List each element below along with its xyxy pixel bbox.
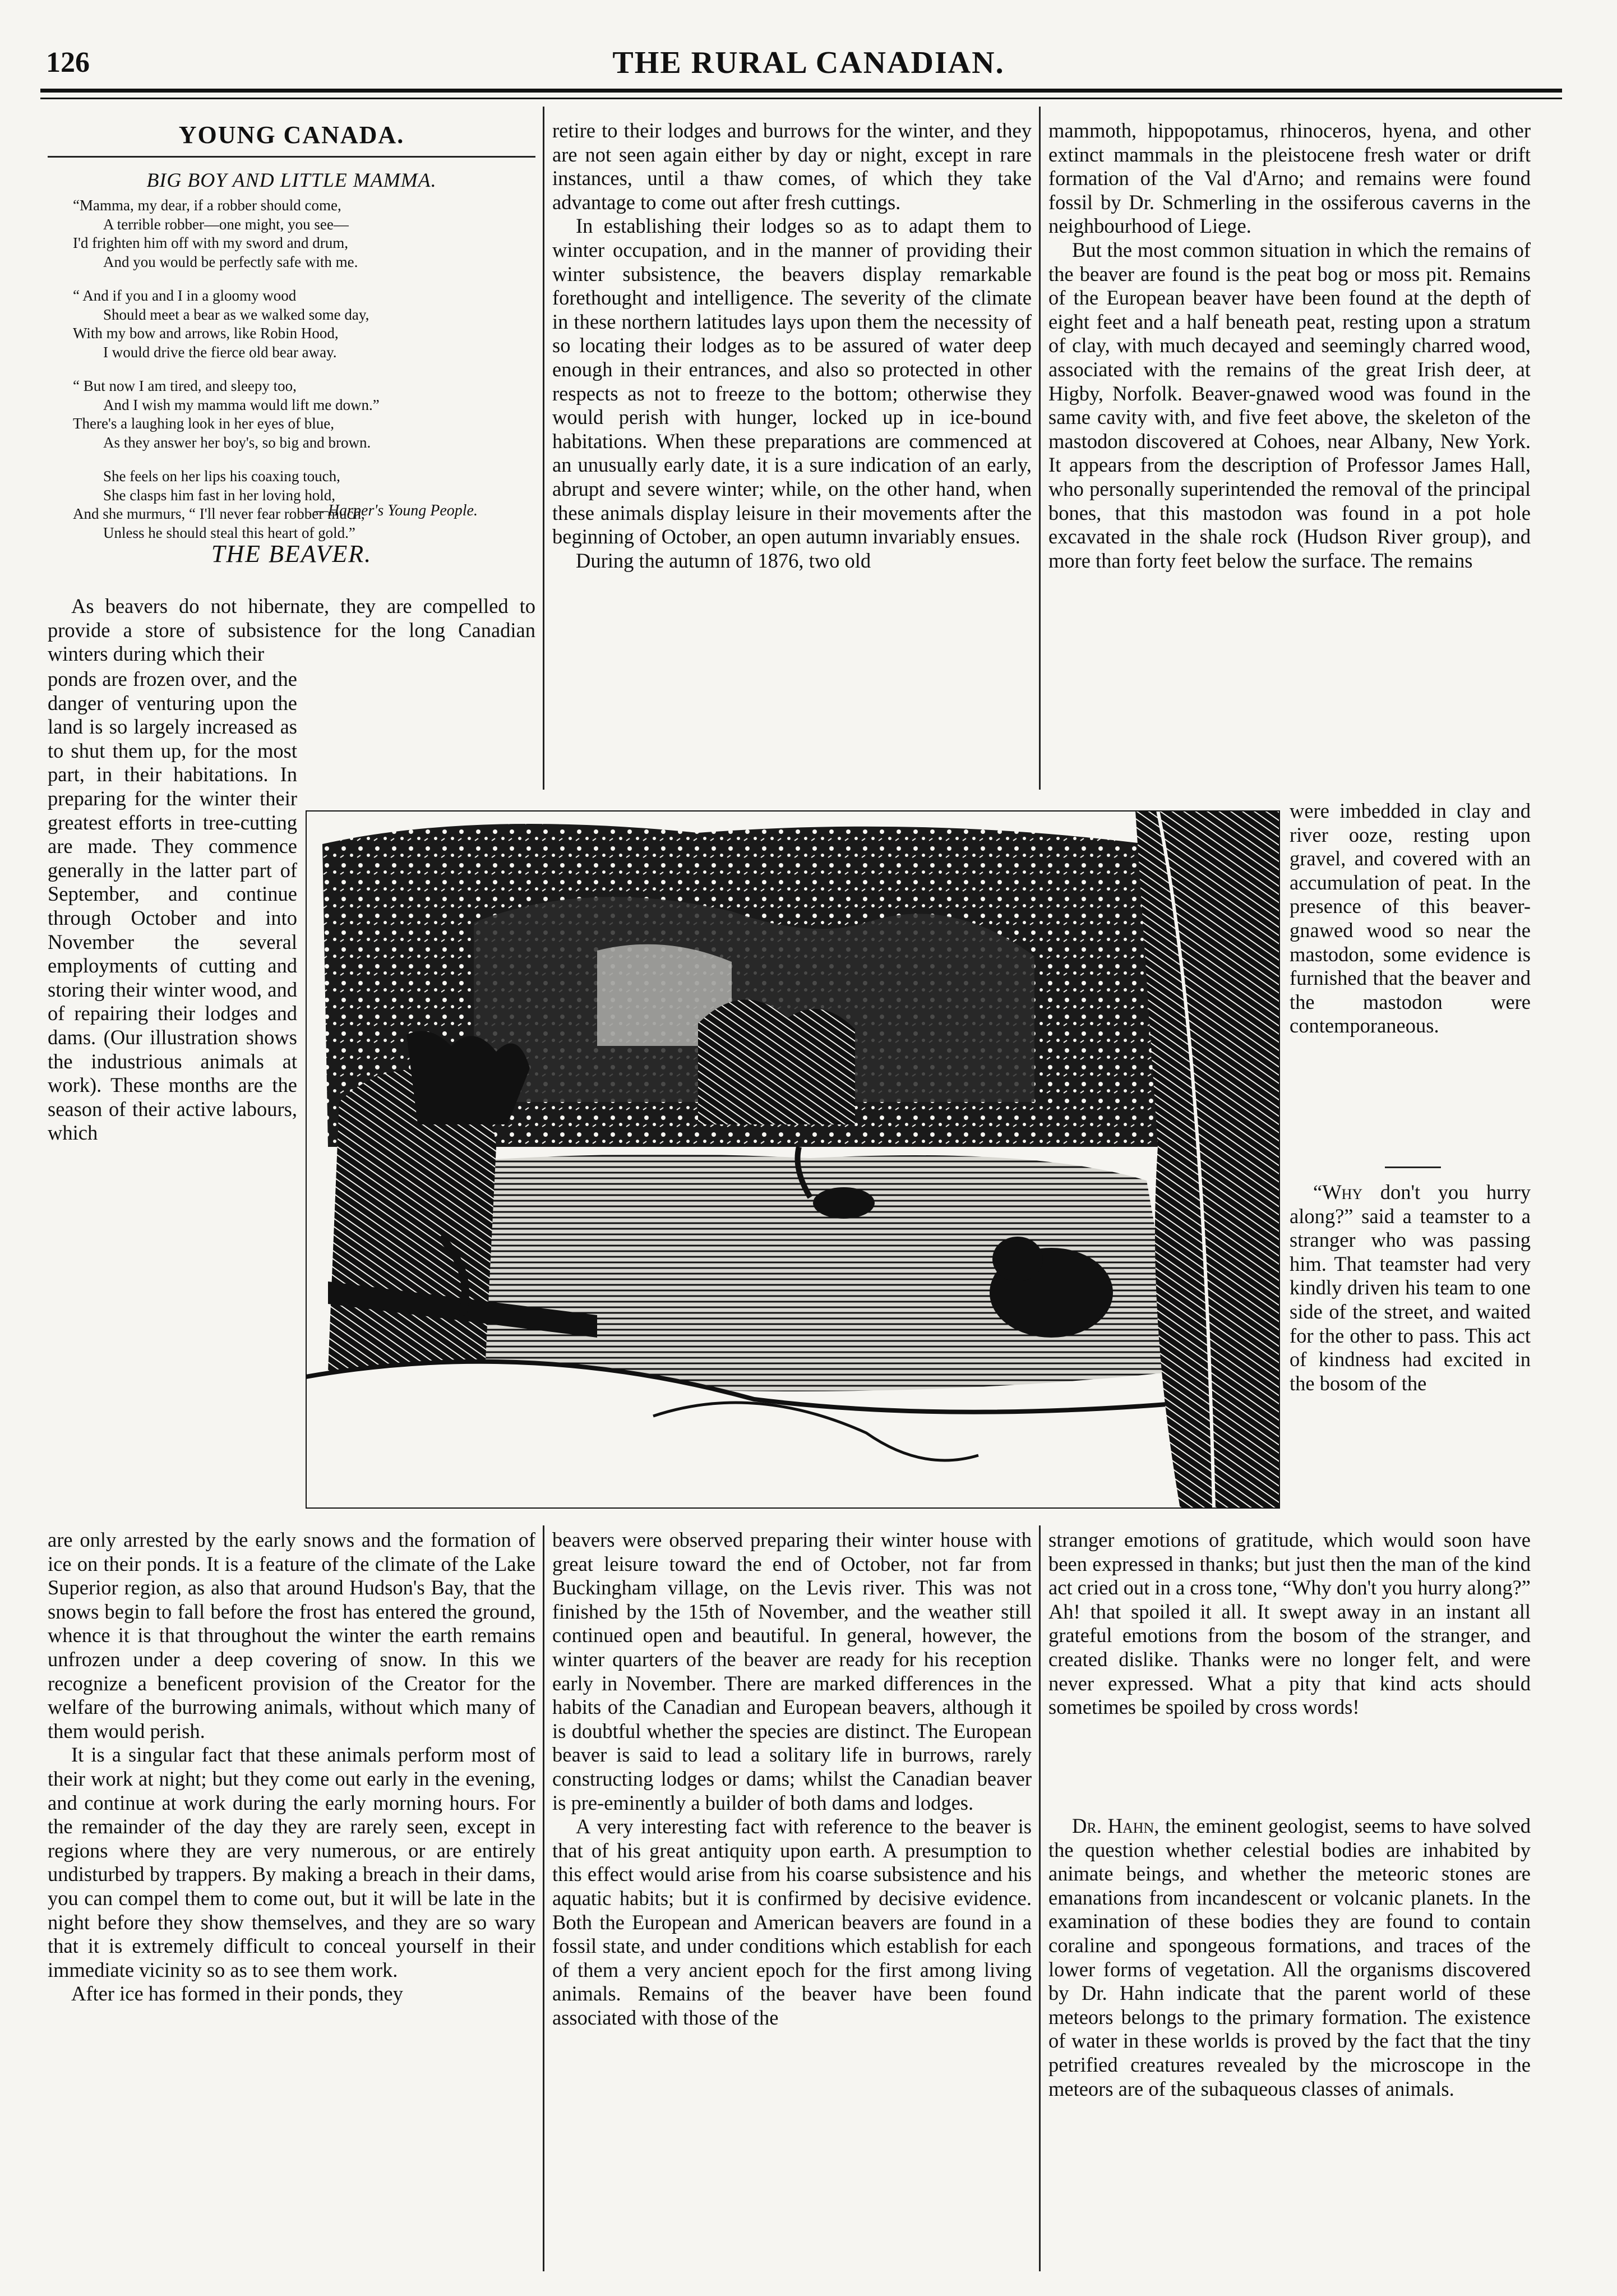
poem-line: A terrible robber—one might, you see— xyxy=(103,215,349,233)
paragraph: But the most common situation in which the remains of the beaver are found is the peat bog or moss pit. Remains of the European beaver have been found at the depth of eight feet and a half beneath peat, resting upon a stratum of clay, with much decayed and seemingly charred wood, associated with the remains of the great Irish deer, at Higby, Norfolk. Beaver-gnawed wood was found in the same cavity with, and five feet above, the skeleton of the mastodon discovered at Cohoes, near Albany, New York. It appears from the description of Professor James Hall, who personally superintended the removal of the principal bones, that this mastodon was found in a pot hole excavated in the shale rock (Hudson River group), and more than forty feet below the surface. The remains xyxy=(1048,238,1531,572)
section-heading-young-canada: YOUNG CANADA. xyxy=(178,121,405,149)
poem-line: “ But now I am tired, and sleepy too, xyxy=(73,377,297,394)
paragraph: were imbedded in clay and river ooze, resting upon gravel, and covered with an accumulation of peat. In the presence of this beaver-gnawed wood so near the mastodon, some evidence is furnished that the beaver and the mastodon were contemporaneous. xyxy=(1290,799,1531,1038)
paragraph: After ice has formed in their ponds, they xyxy=(71,1982,403,2005)
paragraph-text: the eminent geologist, seems to have solved the question whether celestial bodies are inhabited by animate beings, and whether the meteoric stones are emanations from incandescent or volcanic planets. In the examination of these bodies they are found to contain coraline and spongeous formations, and traces of the lower forms of vegetation. All the organisms discovered by Dr. Hahn indicate that the parent world of these meteors belongs to the primary formation. The existence of water in these worlds is proved by the fact that the tiny petrified creatures revealed by the microscope in the meteors are of the subaqueous classes of animals. xyxy=(1048,1814,1531,2100)
paragraph: In establishing their lodges so as to adapt them to winter occupation, and in the manner of providing their winter subsistence, the beavers display remarkable forethought and intelligence. The severity of the climate in these northern latitudes lays upon them the necessity of so locating their lodges as to be assured of water deep enough in their entrances, and also so protected in other respects as not to freeze to the bottom; otherwise they would perish with hunger, locked up in ice-bound habitations. When these preparations are commenced at an unusually early date, it is a sure indication of an early, abrupt and severe winter; while, on the other hand, when these animals display leisure in their movements after the beginning of October, an open autumn invariably ensues. xyxy=(552,214,1032,548)
poem-line: “ And if you and I in a gloomy wood xyxy=(73,287,297,304)
poem-line: She clasps him fast in her loving hold, xyxy=(103,486,335,504)
paragraph-text: don't you hurry along?” said a teamster to a stranger who was passing him. That teamster had very kindly driven his team to one side of the street, and waited for the other to pass. This act of kindness had excited in the bosom of the xyxy=(1290,1181,1531,1395)
beaver-col1-top xyxy=(48,594,535,666)
paragraph: “Why don't you hurry along?” said a teamster to a stranger who was passing him. That teamster had very kindly driven his team to one side of the street, and waited for the other to pass. This act of kindness had excited in the bosom of the xyxy=(1290,1181,1531,1395)
poem-line: And she murmurs, “ I'll never fear robber much, xyxy=(73,505,365,522)
article-title-beaver: THE BEAVER. xyxy=(211,540,372,568)
poem-line: Should meet a bear as we walked some day, xyxy=(103,306,369,323)
poem-stanza xyxy=(73,377,533,452)
column-divider-1-bottom xyxy=(543,1525,544,2271)
paragraph xyxy=(1048,1814,1531,2101)
beaver-illustration xyxy=(306,810,1280,1509)
column-divider-2-top xyxy=(1039,107,1041,790)
beaver-col3-wrap xyxy=(1290,799,1531,1038)
paragraph: are only arrested by the early snows and the formation of ice on their ponds. It is a feature of the climate of the Lake Superior region, as also that around Hudson's Bay, that the snows begin to fall before the frost has entered the ground, whence it is that throughout the winter the earth remains unfrozen under a deep covering of snow. In this we recognize a beneficent provision of the Creator for the welfare of the burrowing animals, without which many of them would perish. xyxy=(48,1528,535,1742)
poem-line: She feels on her lips his coaxing touch, xyxy=(103,468,340,485)
paragraph: mammoth, hippopotamus, rhinoceros, hyena, and other extinct mammals in the pleistocene fresh water or drift formation of the Val d'Arno; and remains were found fossil by Dr. Schmerling in the ossiferous caverns in the neighbourhood of Liege. xyxy=(1048,119,1531,238)
beaver-col1-wrap xyxy=(48,667,297,1145)
poem-stanza xyxy=(73,196,533,271)
column-divider-2-bottom xyxy=(1039,1525,1041,2271)
page-number: 126 xyxy=(46,47,90,79)
paragraph: It is a singular fact that these animals perform most of their work at night; but they come out early in the evening, and continue at work during the early morning hours. For the remainder of the day they are rarely seen, except in regions where they are very numerous, or are entirely undisturbed by trappers. By making a breach in their dams, you can compel them to come out, but it will be late in the night before they show themselves, and they are so wary that it is extremely difficult to conceal yourself in their immediate vicinity so as to see them work. xyxy=(48,1743,535,1981)
lead-word: Why xyxy=(1322,1181,1363,1204)
header-rule-thick xyxy=(40,89,1562,93)
beaver-col2-bottom xyxy=(552,1528,1032,2030)
article-separator xyxy=(1385,1167,1441,1168)
paragraph: beavers were observed preparing their winter house with great leisure toward the end of October, not far from Buckingham village, on the Levis river. This was not finished by the 15th of November, and the weather still continued open and beautiful. In general, however, the winter quarters of the beaver are ready for his reception early in November. There are marked differences in the habits of the Canadian and European beavers, although it is doubtful whether the species are distinct. The European beaver is said to lead a solitary life in burrows, rarely constructing lodges or dams; whilst the Canadian beaver is pre-eminently a builder of both dams and lodges. xyxy=(552,1528,1032,1814)
poem-line: And I wish my mamma would lift me down.” xyxy=(103,396,380,413)
section-rule xyxy=(48,156,535,158)
poem-line: There's a laughing look in her eyes of blue, xyxy=(73,415,334,432)
poem-stanza xyxy=(73,287,533,362)
dr-hahn xyxy=(1048,1814,1531,2101)
poem-line: I would drive the fierce old bear away. xyxy=(103,343,337,361)
paragraph: retire to their lodges and burrows for the winter, and they are not seen again either by day or night, except in rare instances, until a thaw comes, of which they take advantage to come out after fresh cuttings. xyxy=(552,119,1032,214)
beaver-col1-bottom xyxy=(48,1528,535,2006)
why-hurry-wrap xyxy=(1290,1181,1531,1395)
poem-attribution: —Harper's Young People. xyxy=(314,502,478,519)
poem-line: As they answer her boy's, so big and brown. xyxy=(103,434,371,451)
newspaper-title: THE RURAL CANADIAN. xyxy=(612,45,1005,80)
poem-line: “Mamma, my dear, if a robber should come, xyxy=(73,197,341,214)
paragraph: During the autumn of 1876, two old xyxy=(576,548,871,572)
beaver-col3-top xyxy=(1048,119,1531,573)
poem-line: And you would be perfectly safe with me. xyxy=(103,253,358,270)
poem-title: BIG BOY AND LITTLE MAMMA. xyxy=(146,169,437,191)
beaver-col2-top xyxy=(552,119,1032,573)
why-hurry-bottom xyxy=(1048,1528,1531,1719)
lead-word: Dr. Hahn, xyxy=(1072,1814,1159,1837)
paragraph: stranger emotions of gratitude, which would soon have been expressed in thanks; but just then the man of the kind act cried out in a cross tone, “Why don't you hurry along?” Ah! that spoiled it all. It swept away in an instant all grateful emotions from the bosom of the stranger, and created dislike. Thanks were no longer felt, and were never expressed. What a pity that kind acts should sometimes be spoiled by cross words! xyxy=(1048,1528,1531,1719)
poem-line: I'd frighten him off with my sword and drum, xyxy=(73,234,349,251)
header-rule-thin xyxy=(40,98,1562,99)
paragraph: As beavers do not hibernate, they are compelled to provide a store of subsistence for the long Canadian winters during which their xyxy=(48,594,535,666)
poem-line: With my bow and arrows, like Robin Hood, xyxy=(73,325,339,342)
paragraph: ponds are frozen over, and the danger of venturing upon the land is so largely increased as to shut them up, for the most part, in their habitations. In preparing for the winter their greatest efforts in tree-cutting are made. They commence generally in the latter part of September, and continue through October and into November the several employments of cutting and storing their winter wood, and of repairing their lodges and dams. (Our illustration shows the industrious animals at work). These months are the season of their active labours, which xyxy=(48,667,297,1145)
poem-line: Unless he should steal this heart of gold.” xyxy=(103,524,355,541)
column-divider-1-top xyxy=(543,107,544,790)
paragraph: A very interesting fact with reference to the beaver is that of his great antiquity upon earth. A presumption to this effect would arise from his coarse subsistence and his aquatic habits; but it is confirmed by decisive evidence. Both the European and American beavers are found in a fossil state, and under conditions which establish for each of them a very ancient epoch for the first among living animals. Remains of the beaver have been found associated with those of the xyxy=(552,1815,1032,2029)
